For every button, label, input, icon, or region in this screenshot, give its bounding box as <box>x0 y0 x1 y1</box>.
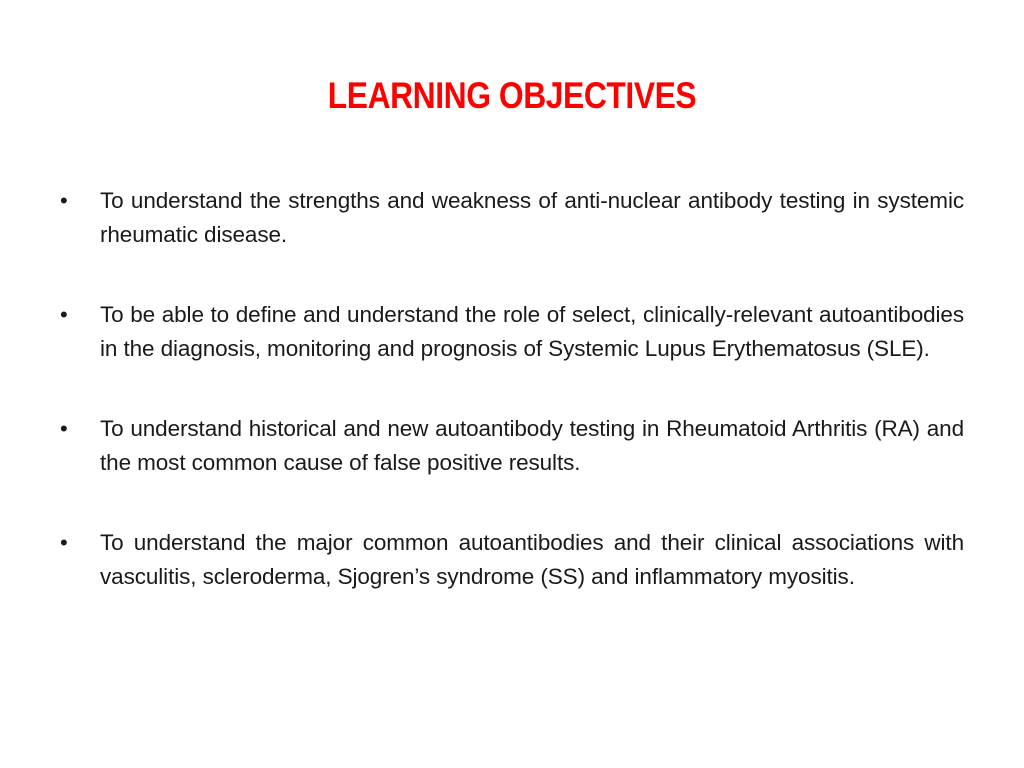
bullet-icon: • <box>60 530 68 555</box>
list-item <box>60 526 964 594</box>
objective-text: To understand the strengths and weakness of anti-nuclear antibody testing in systemic rheumatic disease. <box>100 188 964 247</box>
objective-text: To understand historical and new autoantibody testing in Rheumatoid Arthritis (RA) and the most common cause of false positive results. <box>100 416 964 475</box>
list-item <box>60 184 964 252</box>
objective-text: To be able to define and understand the role of select, clinically-relevant autoantibodies in the diagnosis, monitoring and prognosis of Systemic Lupus Erythematosus (SLE). <box>100 302 964 361</box>
list-item <box>60 298 964 366</box>
objective-text: To understand the major common autoantibodies and their clinical associations with vasculitis, scleroderma, Sjogren’s syndrome (SS) and inflammatory myositis. <box>100 530 964 589</box>
objectives-list <box>60 184 964 594</box>
slide-title: LEARNING OBJECTIVES <box>327 75 697 116</box>
list-item <box>60 412 964 480</box>
bullet-icon: • <box>60 416 68 441</box>
bullet-icon: • <box>60 302 68 327</box>
bullet-icon: • <box>60 188 68 213</box>
